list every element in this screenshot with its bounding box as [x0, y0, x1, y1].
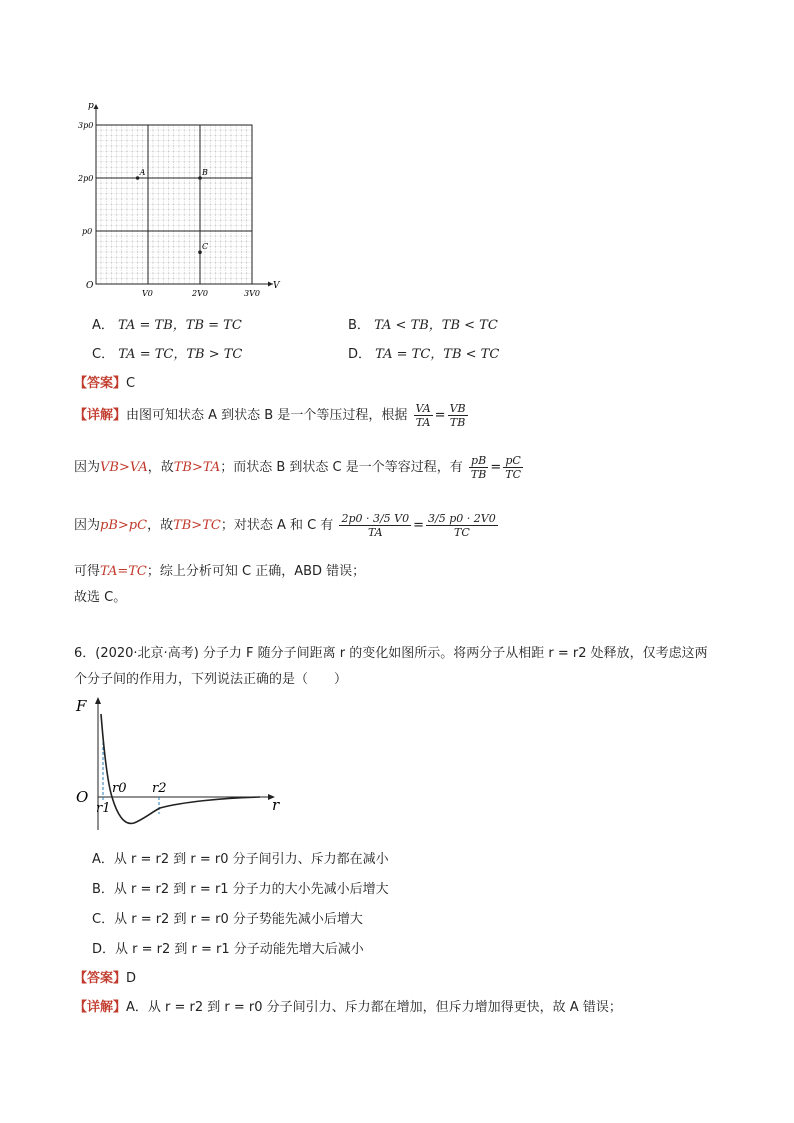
detail-text: 由图可知状态 A 到状态 B 是一个等压过程，根据 [126, 408, 408, 423]
detail-tag: 【详解】 [74, 1000, 127, 1015]
fr-label-r0: r0 [112, 781, 127, 796]
equals-sign: = [490, 460, 502, 475]
pv-y-tick: 3p0 [78, 121, 94, 130]
question-text: 个分子间的作用力，下列说法正确的是（ ） [74, 672, 348, 687]
detail-text: 可得 [74, 564, 101, 579]
q6-option-d[interactable] [92, 938, 364, 957]
pv-y-arrow [94, 104, 99, 109]
pv-axis-x-label: V [273, 281, 280, 291]
detail-text: 故选 C。 [74, 590, 127, 605]
frac-den: TB [470, 468, 487, 481]
detail-text: ，故 [147, 518, 174, 533]
q5-detail-line2 [74, 454, 525, 481]
formula-fraction [448, 402, 468, 429]
formula-fraction [469, 454, 488, 481]
q5-detail-line4 [74, 560, 365, 579]
q5-option-label: C． [92, 347, 115, 362]
detail-text: ，故 [147, 460, 174, 475]
q6-option-label: B． [92, 882, 114, 897]
q6-detail [74, 996, 622, 1015]
frac-den: TA [367, 526, 383, 539]
q6-option-a[interactable] [92, 848, 389, 867]
q5-option-c[interactable] [92, 343, 242, 362]
answer-value: C [126, 376, 136, 391]
detail-text: ；综上分析可知 C 正确，ABD 错误； [146, 564, 366, 579]
q6-option-label: C． [92, 912, 115, 927]
q5-answer [74, 372, 135, 391]
pv-x-tick: 2V0 [192, 289, 208, 298]
detail-expr: pB>pC [100, 518, 148, 533]
equals-sign: = [434, 408, 446, 423]
q6-option-text: 从 r = r2 到 r = r1 分子动能先增大后减小 [115, 942, 364, 957]
pv-point-label: A [139, 168, 146, 177]
formula-fraction [426, 512, 498, 539]
detail-tag: 【详解】 [74, 408, 127, 423]
formula-fraction [339, 512, 411, 539]
detail-text: ；而状态 B 到状态 C 是一个等容过程，有 [220, 460, 463, 475]
q5-option-text: TA = TC，TB < TC [375, 347, 500, 362]
q6-option-c[interactable] [92, 908, 363, 927]
q5-option-label: A． [92, 318, 114, 333]
fr-label-r2: r2 [152, 781, 167, 796]
fr-label-f: F [76, 697, 87, 715]
fr-y-arrow [95, 697, 101, 704]
frac-num: pC [503, 454, 523, 468]
q5-option-text: TA = TB，TB = TC [118, 318, 242, 333]
detail-expr: TB>TA [173, 460, 221, 475]
pv-y-tick: 2p0 [78, 174, 94, 183]
frac-den: TA [415, 416, 431, 429]
question-text: 6．(2020·北京·高考) 分子力 F 随分子间距离 r 的变化如图所示。将两分子从相距 r = r2 处释放，仅考虑这两 [74, 646, 708, 661]
q6-stem-line2 [74, 668, 347, 687]
q5-option-label: D． [348, 347, 372, 362]
q6-option-label: A． [92, 852, 114, 867]
pv-chart [78, 98, 288, 300]
detail-text: ；对状态 A 和 C 有 [220, 518, 334, 533]
frac-den: TC [505, 468, 521, 481]
q5-option-b[interactable] [348, 314, 498, 333]
q6-answer [74, 967, 136, 986]
q6-option-text: 从 r = r2 到 r = r0 分子间引力、斥力都在减小 [113, 852, 389, 867]
q5-detail-line3 [74, 512, 500, 539]
pv-x-tick: V0 [142, 289, 153, 298]
q6-option-label: D． [92, 942, 116, 957]
detail-text: 因为 [74, 460, 101, 475]
pv-point-label: B [202, 168, 208, 177]
q6-option-b[interactable] [92, 878, 389, 897]
detail-expr: VB>VA [100, 460, 148, 475]
q5-option-text: TA < TB，TB < TC [374, 318, 498, 333]
frac-num: VA [415, 402, 431, 415]
fr-chart [72, 692, 292, 837]
q5-detail-line1 [74, 402, 470, 429]
fr-axes [98, 700, 272, 830]
answer-value: D [126, 971, 137, 986]
q5-option-label: B． [348, 318, 370, 333]
answer-tag: 【答案】 [74, 376, 127, 391]
pv-point-label: C [202, 242, 209, 252]
q6-stem-line1 [74, 642, 708, 661]
fr-label-r: r [272, 796, 280, 814]
frac-den: TC [453, 526, 470, 539]
fr-label-o: O [76, 788, 89, 806]
pv-y-tick: p0 [82, 227, 93, 236]
detail-expr: TB>TC [173, 518, 221, 533]
q6-option-text: 从 r = r2 到 r = r0 分子势能先减小后增大 [114, 912, 363, 927]
frac-num: 3/5 p0 · 2V0 [428, 512, 496, 525]
detail-text: 因为 [74, 518, 101, 533]
q6-option-text: 从 r = r2 到 r = r1 分子力的大小先减小后增大 [113, 882, 389, 897]
q5-option-a[interactable] [92, 314, 242, 333]
formula-fraction [414, 402, 433, 429]
q5-option-text: TA = TC，TB > TC [118, 347, 243, 362]
fr-label-r1: r1 [96, 801, 111, 816]
detail-expr: TA=TC [100, 564, 147, 579]
pv-axis-y-label: p [88, 101, 94, 111]
q5-detail-line5 [74, 586, 126, 605]
pv-x-tick: 3V0 [244, 289, 260, 298]
q5-option-d[interactable] [348, 343, 499, 362]
pv-minor-grid [96, 125, 252, 284]
frac-num: pB [469, 454, 488, 468]
detail-text: A．从 r = r2 到 r = r0 分子间引力、斥力都在增加，但斥力增加得更快，故 A 错误； [126, 1000, 622, 1015]
equals-sign: = [413, 518, 425, 533]
frac-num: 2p0 · 3/5 V0 [341, 512, 410, 525]
formula-fraction [503, 454, 523, 481]
answer-tag: 【答案】 [74, 971, 127, 986]
frac-den: TB [449, 416, 466, 429]
fr-curve [101, 714, 260, 823]
pv-origin-label: O [86, 281, 94, 291]
frac-num: VB [449, 402, 466, 415]
